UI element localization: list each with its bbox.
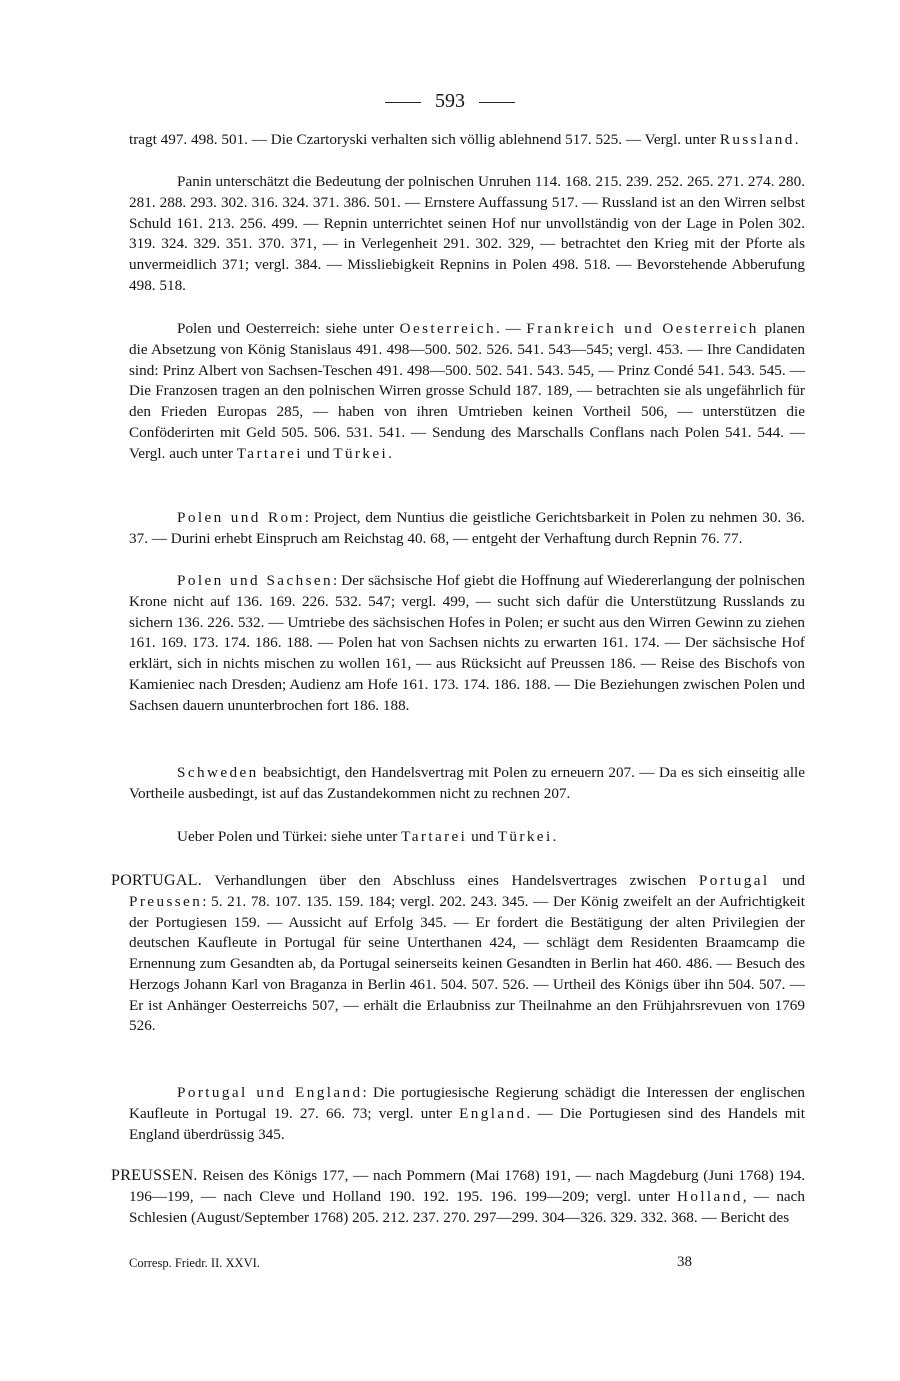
text: und — [302, 444, 334, 462]
entry-heading: PREUSSEN. — [111, 1167, 198, 1184]
entry-preussen — [111, 1166, 805, 1228]
paragraph-schweden — [129, 763, 805, 805]
text: : Der sächsische Hof giebt die Hoffnung auf Wiedererlangung der polnischen Krone nicht auf 136. 169. 226. 532. 547; vergl. 499, — sucht sich dafür die Unterstützung Russlands zu sichern 136. 226. 532. — Umtriebe des sächsischen Hofes in Polen; er sucht aus den Wirren Gewinn zu ziehen 161. 169. 173. 174. 186. 188. — Polen hat von Sachsen nichts zu erwarten 161. 174. — Der sächsische Hof erklärt, sich in nichts mischen zu wollen 161, — aus Rücksicht auf Preussen 186. — Reise des Bischofs von Kamieniec nach Dresden; Audienz am Hofe 161. 173. 174. 186. 188. — Die Beziehungen zwischen Polen und Sachsen dauern ununterbrochen fort 186. 188. — [129, 572, 805, 714]
subheading: Polen und Sachsen — [177, 572, 334, 589]
text: tragt 497. 498. 501. — Die Czartoryski verhalten sich völlig ablehnend 517. 525. — Vergl. unter — [129, 131, 720, 148]
spaced-term: Portugal — [698, 872, 770, 889]
page-footer — [129, 1256, 805, 1271]
page-number: 593 — [435, 90, 465, 112]
cross-reference: Türkei — [497, 828, 553, 845]
cross-reference: Holland — [676, 1187, 743, 1205]
subheading: Polen und Rom — [177, 509, 305, 526]
text: , — nach Schlesien (August/September 1768) 205. 212. 237. 270. 297—299. 304—326. 329. 332. 368. — Bericht des — [129, 1187, 805, 1226]
footer-source: Corresp. Friedr. II. XXVI. — [129, 1256, 260, 1270]
signature-mark: 38 — [677, 1254, 692, 1270]
cross-reference: Tartarei — [401, 828, 468, 845]
paragraph-portugal-england — [129, 1083, 805, 1145]
text: : Die portugiesische Regierung schädigt die Interessen der englischen Kaufleute in Portugal 19. 27. 66. 73; vergl. unter — [129, 1084, 806, 1122]
cross-reference: England — [459, 1104, 527, 1122]
header-rule-left — [385, 102, 421, 103]
subheading: Schweden — [177, 764, 259, 781]
spaced-term: Frankreich und Oesterreich — [526, 320, 759, 337]
paragraph-polen-oesterreich — [129, 319, 805, 464]
text: und — [769, 872, 805, 889]
text: beabsichtigt, den Handelsvertrag mit Polen zu erneuern 207. — Da es sich einseitig alle Vortheile ausbedingt, ist auf das Zustandekommen nicht zu rechnen 207. — [129, 764, 805, 802]
entry-portugal — [111, 871, 805, 1037]
subheading: Portugal und England — [177, 1084, 363, 1101]
paragraph-polen-rom — [129, 508, 805, 550]
text: . — [388, 444, 392, 462]
cross-reference: Russland — [719, 131, 795, 148]
text: Polen und Oesterreich: siehe unter — [177, 320, 400, 337]
text: Verhandlungen über den Abschluss eines Handelsvertrages zwischen — [202, 872, 699, 889]
text: . — [794, 131, 799, 148]
text: . — Die Portugiesen sind des Handels mit England überdrüssig 345. — [129, 1104, 805, 1143]
text: Reisen des Königs 177, — nach Pommern (Mai 1768) 191, — nach Magdeburg (Juni 1768) 194. 196—199, — nach Cleve und Holland 190. 192. 195. 196. 199—209; vergl. unter — [129, 1167, 805, 1205]
text: : Project, dem Nuntius die geistliche Gerichtsbarkeit in Polen zu nehmen 30. 36. 37. — Durini erhebt Einspruch am Reichstag 40. 68, — entgeht der Verhaftung durch Repnin 76. 77. — [129, 509, 805, 547]
text: . — [552, 828, 557, 845]
spaced-term: Preussen — [129, 892, 203, 910]
page-header — [0, 90, 900, 113]
cross-reference: Türkei — [333, 444, 389, 462]
cross-reference: Oesterreich — [399, 320, 496, 337]
text: planen die Absetzung von König Stanislaus 491. 498—500. 502. 526. 541. 543—545; vergl. 453. — Ihre Candidaten sind: Prinz Albert von Sachsen-Teschen 491. 498—500. 502. 541. 543. 545, — Prinz Condé 541. 543. 545. — Die Franzosen tragen an den polnischen Wirren grosse Schuld 187. 189, — betrachten sie als ungefährlich für den Frieden Europas 285, — haben von ihren Umtrieben keinen Vortheil 506, — unterstützen die Conföderirten mit Geld 505. 506. 531. 541. — Sendung des Marschalls Conflans nach Polen 541. 544. — Vergl. auch unter — [129, 320, 806, 462]
text: und — [467, 828, 498, 845]
text: Ueber Polen und Türkei: siehe unter — [177, 828, 402, 845]
cross-reference: Tartarei — [236, 444, 303, 462]
header-rule-right — [479, 102, 515, 103]
text: : 5. 21. 78. 107. 135. 159. 184; vergl. 202. 243. 345. — Der König zweifelt an der Aufrichtigkeit der Portugiesen 159. — Aussicht auf Erfolg 345. — Er fordert die Bestätigung der alten Privilegien der deutschen Kaufleute in Portugal für seine Unterthanen 424, — schlägt dem Residenten Braamcamp die Ernennung zum Gesandten ab, da Portugal seinerseits keinen Gesandten in Berlin hat 460. 486. — Besuch des Herzogs Johann Karl von Braganza in Berlin 461. 504. 507. 526. — Urtheil des Königs über ihn 504. 507. — Er ist Anhänger Oesterreichs 507, — erhält die Erlaubniss zur Theilnahme an den Frühjahrsrevuen von 1769 526. — [129, 892, 805, 1035]
text: Panin unterschätzt die Bedeutung der polnischen Unruhen 114. 168. 215. 239. 252. 265. 271. 274. 280. 281. 288. 293. 302. 316. 324. 371. 386. 501. — Ernstere Auffassung 517. — Russland ist an den Wirren selbst Schuld 161. 213. 256. 499. — Repnin unterrichtet seinen Hof nur unvollständig von der Lage in Polen 302. 319. 324. 329. 351. 370. 371, — in Verlegenheit 291. 302. 329, — betrachtet den Krieg mit der Pforte als unvermeidlich 371; vergl. 384. — Missliebigkeit Repnins in Polen 498. 518. — Bevorstehende Abberufung 498. 518. — [129, 173, 805, 294]
paragraph-polen-tuerkei — [129, 827, 805, 848]
paragraph-polen-sachsen — [129, 571, 805, 716]
paragraph-panin — [129, 172, 805, 297]
text: . — — [495, 320, 527, 337]
entry-heading: PORTUGAL. — [111, 872, 203, 889]
paragraph-czartoryski — [129, 130, 805, 151]
